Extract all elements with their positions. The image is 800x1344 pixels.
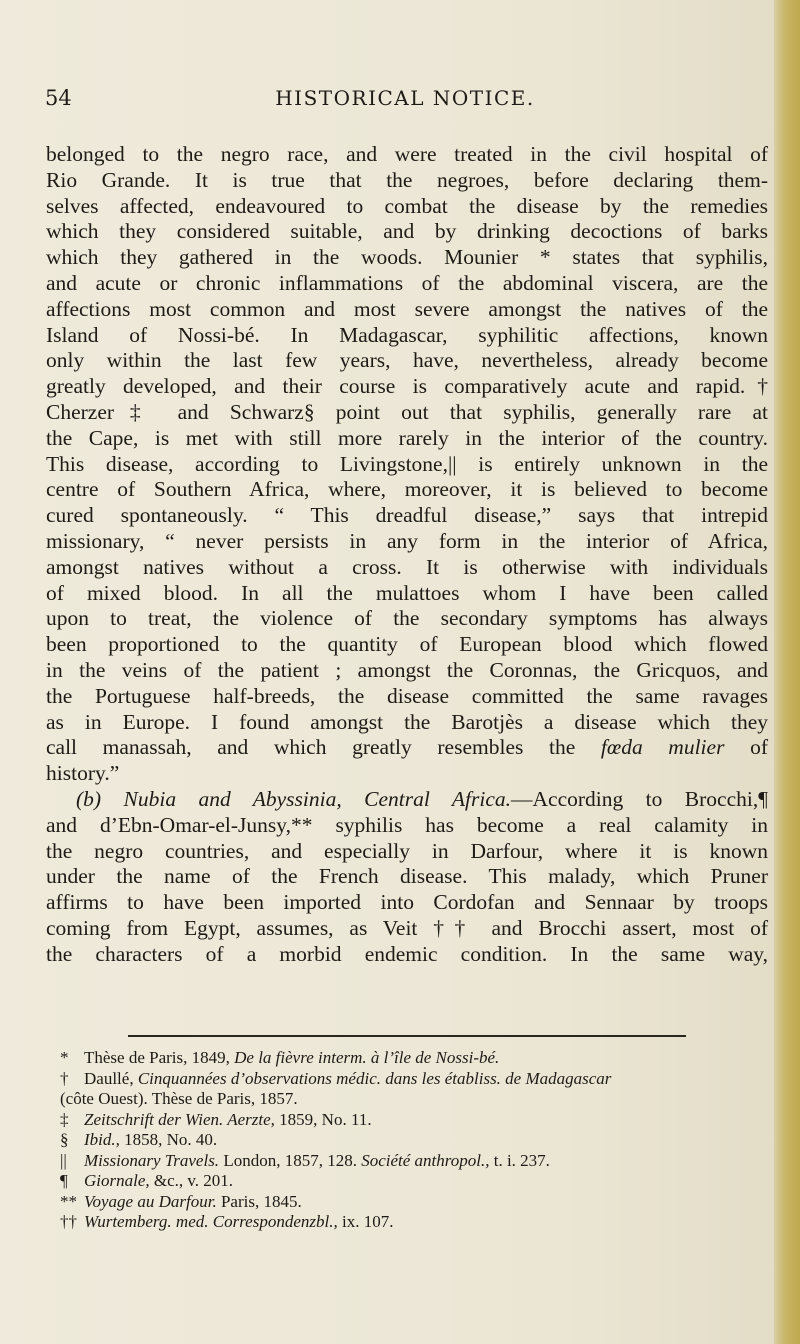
text-span: —According to Brocchi,¶ <box>511 786 768 811</box>
body-text <box>46 142 768 968</box>
text-span: of <box>724 735 768 760</box>
footnote-mark: † <box>60 1068 69 1088</box>
text-line: greatly developed, and their course is comparatively acute and rapid.† <box>46 374 768 399</box>
text-line: as in Europe. I found amongst the Barotjès a disease which they <box>46 709 768 734</box>
text-line: the Portuguese half-breeds, the disease committed the same ravages <box>46 683 768 708</box>
footnote-mark: ¶ <box>60 1171 68 1190</box>
footnote-text: ix. 107. <box>337 1212 394 1231</box>
text-line: history.” <box>46 761 120 786</box>
text-line: Rio Grande. It is true that the negroes, before declaring them- <box>46 167 768 192</box>
page-number: 54 <box>45 86 72 110</box>
footnote-continuation: (côte Ouest). Thèse de Paris, 1857. <box>60 1089 298 1108</box>
italic-term: fœda mulier <box>600 735 725 760</box>
page-edge <box>774 0 800 1344</box>
footnote <box>60 1069 770 1090</box>
footnote-text: Paris, 1845. <box>216 1191 302 1211</box>
footnote-title: De la fièvre interm. à l’île de Nossi-bé. <box>234 1048 500 1067</box>
footnote-title: Voyage au Darfour. <box>84 1191 217 1211</box>
footnote <box>60 1048 770 1069</box>
footnote <box>60 1212 770 1233</box>
footnote <box>60 1110 770 1131</box>
footnote-title: Missionary Travels. <box>84 1150 220 1170</box>
footnote <box>60 1130 770 1151</box>
text-line: coming from Egypt, assumes, as Veit †† and Brocchi assert, most of <box>46 915 768 940</box>
footnote <box>60 1151 770 1172</box>
footnote-text: Daullé, <box>84 1068 138 1088</box>
footnote-text: t. i. 237. <box>489 1150 550 1170</box>
text-line: of mixed blood. In all the mulattoes whom I have been called <box>46 580 768 605</box>
text-line: which they gathered in the woods. Mounier * states that syphilis, <box>46 245 768 270</box>
running-head: HISTORICAL NOTICE. <box>275 86 535 110</box>
footnote-title: Ibid., <box>84 1130 120 1149</box>
footnote <box>60 1192 770 1213</box>
footnote-text: &c., v. 201. <box>149 1171 234 1190</box>
text-line: in the veins of the patient ; amongst the Coronnas, the Gricquos, and <box>46 657 768 682</box>
text-line: affirms to have been imported into Cordofan and Sennaar by troops <box>46 890 768 915</box>
text-line: the negro countries, and especially in Darfour, where it is known <box>46 838 768 863</box>
footnote-text: Thèse de Paris, 1849, <box>84 1048 235 1067</box>
footnote-divider <box>128 1035 686 1037</box>
text-line: Island of Nossi-bé. In Madagascar, syphilitic affections, known <box>46 322 768 347</box>
footnote-mark: ** <box>60 1191 77 1211</box>
footnote-mark: || <box>60 1150 67 1170</box>
footnote-mark: †† <box>60 1212 77 1231</box>
footnote-mark: * <box>60 1048 69 1067</box>
text-line: upon to treat, the violence of the secondary symptoms has always <box>46 606 768 631</box>
text-line: affections most common and most severe amongst the natives of the <box>46 296 768 321</box>
section-heading-line <box>46 787 768 813</box>
text-line: This disease, according to Livingstone,|| is entirely unknown in the <box>46 451 768 476</box>
text-line: been proportioned to the quantity of European blood which flowed <box>46 632 768 657</box>
footnote-title: Giornale, <box>84 1171 150 1190</box>
text-line <box>46 735 768 761</box>
footnote-title: Zeitschrift der Wien. Aerzte, <box>84 1109 275 1129</box>
text-line: the Cape, is met with still more rarely in the interior of the country. <box>46 425 768 450</box>
text-line: only within the last few years, have, nevertheless, already become <box>46 348 768 373</box>
footnote-text: 1858, No. 40. <box>119 1130 218 1149</box>
text-line: cured spontaneously. “ This dreadful disease,” says that intrepid <box>46 503 768 528</box>
text-line: Cherzer‡ and Schwarz§ point out that syphilis, generally rare at <box>46 399 768 424</box>
text-line: missionary, “ never persists in any form in the interior of Africa, <box>46 528 768 553</box>
section-title: Nubia and Abyssinia, Central Africa. <box>123 786 511 811</box>
text-line: selves affected, endeavoured to combat the disease by the remedies <box>46 193 768 218</box>
footnote-mark: § <box>60 1130 69 1149</box>
text-line: which they considered suitable, and by drinking decoctions of barks <box>46 219 768 244</box>
footnote-text: 1859, No. 11. <box>274 1109 372 1129</box>
text-line: under the name of the French disease. This malady, which Pruner <box>46 864 768 889</box>
footnote <box>60 1171 770 1192</box>
text-line: the characters of a morbid endemic condition. In the same way, <box>46 941 768 966</box>
text-line: centre of Southern Africa, where, moreover, it is believed to become <box>46 477 768 502</box>
page-header <box>45 86 765 116</box>
footnote-mark: ‡ <box>60 1109 69 1129</box>
text-line: and d’Ebn-Omar-el-Junsy,** syphilis has become a real calamity in <box>46 812 768 837</box>
footnote-title: Société anthropol., <box>361 1150 490 1170</box>
text-line: belonged to the negro race, and were treated in the civil hospital of <box>46 142 768 166</box>
footnote-title: Cinquannées d’observations médic. dans les établiss. de Madagascar <box>137 1068 612 1088</box>
text-span: call manassah, and which greatly resembles the <box>46 735 601 760</box>
footnote-text: London, 1857, 128. <box>219 1150 362 1170</box>
footnotes <box>60 1048 770 1233</box>
section-marker: (b) <box>76 786 124 811</box>
text-line: amongst natives without a cross. It is otherwise with individuals <box>46 554 768 579</box>
footnote-title: Wurtemberg. med. Correspondenzbl., <box>84 1212 338 1231</box>
text-line: and acute or chronic inflammations of the abdominal viscera, are the <box>46 270 768 295</box>
